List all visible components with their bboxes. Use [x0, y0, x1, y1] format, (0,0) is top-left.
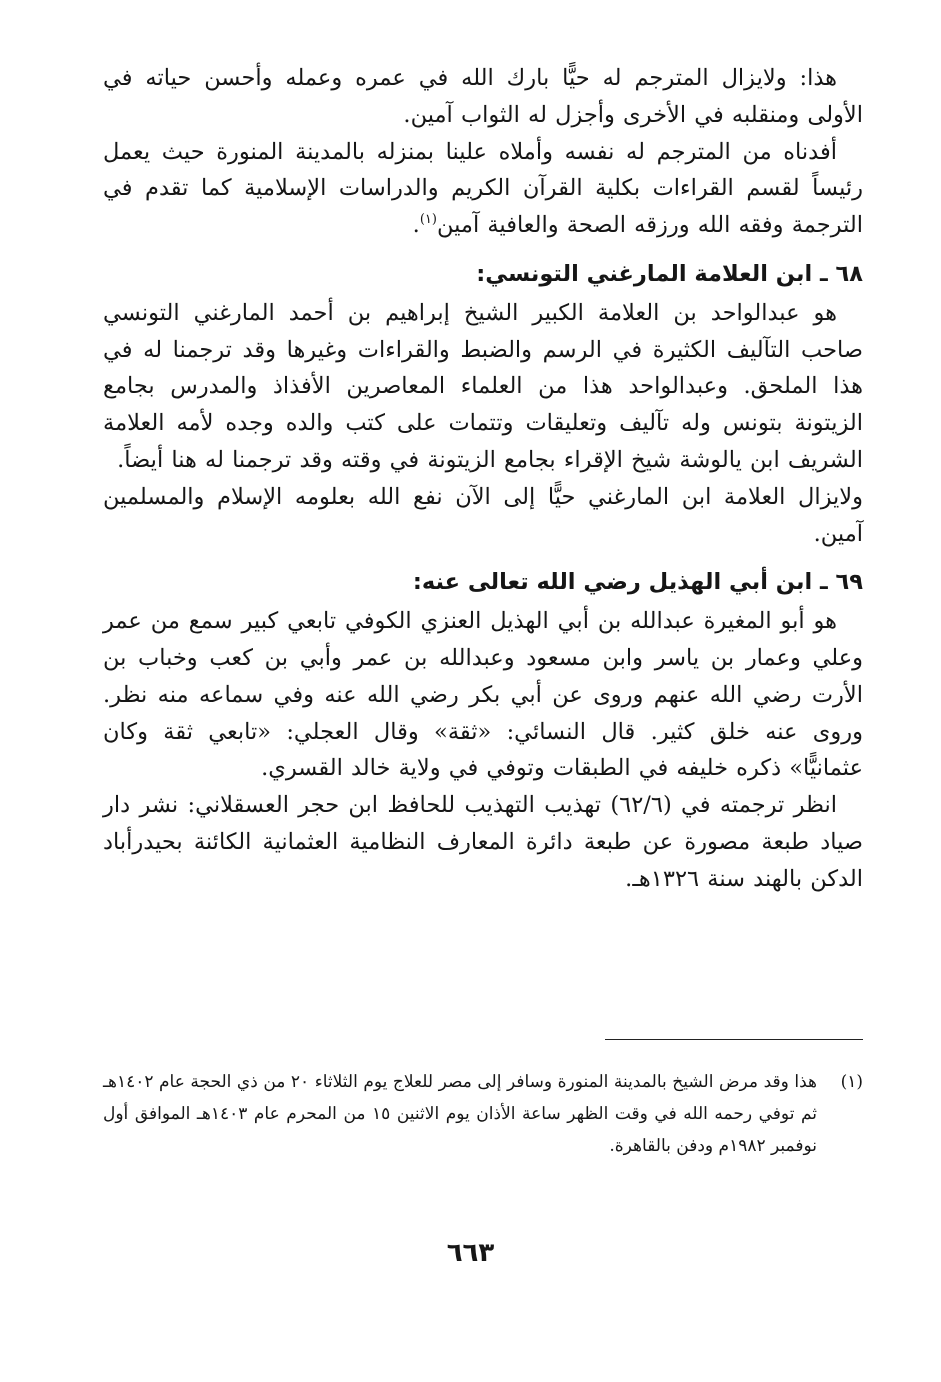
paragraph-entry-68-closing: ولايزال العلامة ابن المارغني حيًّا إلى الآن نفع الله بعلومه الإسلام والمسلمين آمين. — [103, 483, 863, 547]
paragraph-entry-69-reference: انظر ترجمته في (٦٢/٦) تهذيب التهذيب للحافظ ابن حجر العسقلاني: نشر دار صياد طبعة مصورة عن طبعة دائرة المعارف النظامية العثمانية الكائنة بحيدرأباد الدكن بالهند سنة ١٣٢٦هـ. — [103, 792, 863, 892]
footnote-separator — [605, 1039, 863, 1040]
footnote-text: هذا وقد مرض الشيخ بالمدينة المنورة وسافر إلى مصر للعلاج يوم الثلاثاء ٢٠ من ذي الحجة عام ١٤٠٢هـ ثم توفي رحمه الله في وقت الظهر ساعة الأذان يوم الاثنين ١٥ من المحرم عام ١٤٠٣هـ الموافق أول نوفمبر ١٩٨٢م ودفن بالقاهرة. — [103, 1072, 818, 1156]
entry-heading-69: ٦٩ ـ ابن أبي الهذيل رضي الله تعالى عنه: — [412, 569, 863, 596]
paragraph-entry-68: هو عبدالواحد بن العلامة الكبير الشيخ إبراهيم بن أحمد المارغني التونسي صاحب التآليف الكثيرة في الرسم والضبط والقراءات وغيرها وقد ترجمنا له في هذا الملحق. وعبدالواحد هذا من العلماء المعاصرين الأفذاذ والمدرس بجامع الزيتونة بتونس وله تآليف وتعليقات وتتمات على كتب والده وجده لأمه العلامة الشريف ابن يالوشة شيخ الإقراء بجامع الزيتونة في وقته وقد ترجمنا له هنا أيضاً. — [103, 299, 863, 473]
paragraph-closing-note: هذا: ولايزال المترجم له حيًّا بارك الله في عمره وعمله وأحسن حياته في الأولى ومنقلبه في الأخرى وأجزل له الثواب آمين. — [103, 65, 863, 128]
footnote-marker: (١) — [840, 1072, 863, 1092]
paragraph-entry-69: هو أبو المغيرة عبدالله بن أبي الهذيل العنزي الكوفي تابعي كبير سمع من عمر وعلي وعمار بن ياسر وابن مسعود وعبدالله بن عمر وأبي بن كعب وخباب بن الأرت رضي الله عنهم وروى عن أبي بكر رضي الله عنه وفي سماعه منه نظر. وروى عنه خلق كثير. قال النسائي: «ثقة» وقال العجلي: «تابعي ثقة وكان عثمانيًّا» ذكره خليفه في الطبقات وتوفي في ولاية خالد القسري. — [103, 608, 863, 782]
footnote — [103, 1066, 863, 1162]
paragraph-source-end: . — [412, 212, 420, 239]
main-text — [103, 60, 863, 898]
footnote-reference[interactable]: (١) — [419, 212, 437, 228]
paragraph-source-text: أفدناه من المترجم له نفسه وأملاه علينا بمنزله بالمدينة المنورة حيث يعمل رئيساً لقسم القراءات بكلية القرآن الكريم والدراسات الإسلامية كما تقدم في الترجمة وفقه الله ورزقه الصحة والعافية آمين — [103, 138, 863, 239]
page-number: ٦٦٣ — [446, 1238, 495, 1268]
paragraph-source-note — [103, 134, 863, 244]
entry-heading-68: ٦٨ ـ ابن العلامة المارغني التونسي: — [476, 260, 863, 287]
